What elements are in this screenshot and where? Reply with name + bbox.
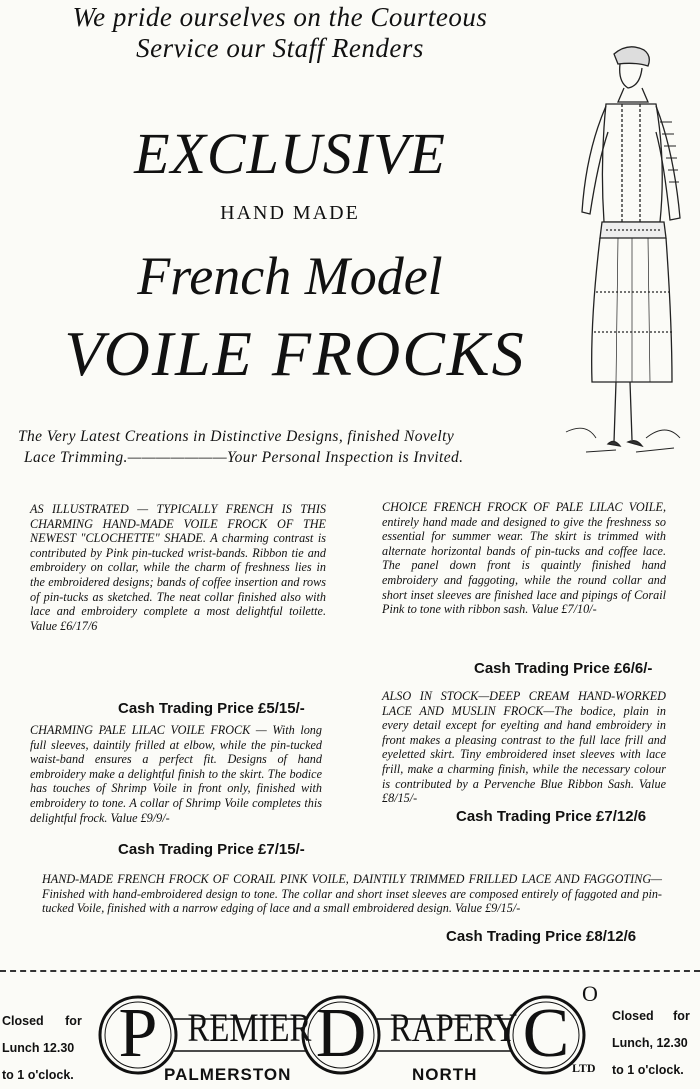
closed-left-line-3: to 1 o'clock. [2, 1068, 74, 1082]
closed-right-line-3: to 1 o'clock. [612, 1063, 684, 1077]
intro-line-1: The Very Latest Creations in Distinctive Designs, finished Novelty [18, 428, 455, 445]
tagline-line-1: We pride ourselves on the Courteous [72, 2, 488, 32]
closed-right-line-2: Lunch, 12.30 [612, 1036, 688, 1050]
item-2-description: CHARMING PALE LILAC VOILE FROCK — With long full sleeves, daintily frilled at elbow, while the pin-tucked waist-band ensures a perfect fit. Designs of hand embroidery make a delightful finish to the skirt. The bodice has touches of Shrimp Voile in front only, finished with embroidery to tone. A collar of Shrimp Voile completes this delightful frock. Value £9/9/- [30, 723, 322, 825]
headline-voile-frocks: VOILE FROCKS [64, 318, 526, 389]
headline-french-model: French Model [137, 246, 443, 306]
logo-letter-d: D [315, 995, 367, 1072]
premier-drapery-logo [98, 981, 600, 1085]
logo-superscript-o: O [582, 981, 598, 1006]
item-1-description: AS ILLUSTRATED — TYPICALLY FRENCH IS THIS CHARMING HAND-MADE VOILE FROCK OF THE NEWEST "CLOCHETTE" SHADE. A charming contrast is contributed by Pink pin-tucked wrist-bands. Ribbon tie and embroidery on collar, while the charm of freshness lies in the embroidered designs; bands of coffee insertion and rows of pin-tucks as sketched. The neat collar finished also with lace and embroidery complete a most delightful toilette. Value £6/17/6 [30, 502, 326, 633]
logo-word-rapery: RAPERY [389, 1005, 518, 1050]
closed-notice-right [612, 1003, 700, 1084]
logo-letter-c: C [522, 995, 570, 1072]
logo-palmerston: PALMERSTON [164, 1065, 292, 1084]
logo-north: NORTH [412, 1065, 478, 1084]
item-4-description: ALSO IN STOCK—DEEP CREAM HAND-WORKED LACE AND MUSLIN FROCK—The bodice, plain in every detail except for eyelting and hand embroidery in front makes a pleasing contrast to the full lace frill and eyeletted skirt. Tiny embroidered inset sleeves with lace frill, make a charming finish, while the necessary colour is contributed by a Pervenche Blue Ribbon Sash. Value £8/15/- [382, 689, 666, 806]
intro-text [18, 426, 538, 468]
item-4-price: Cash Trading Price £7/12/6 [456, 808, 647, 825]
closed-right-line-1: Closed for [612, 1009, 690, 1023]
item-3-price: Cash Trading Price £6/6/- [474, 660, 653, 677]
closed-notice-left [2, 1008, 92, 1089]
headline-hand-made: HAND MADE [220, 202, 360, 224]
logo-letter-p: P [118, 995, 158, 1072]
item-1-price: Cash Trading Price £5/15/- [118, 700, 305, 717]
footer-divider [0, 970, 700, 972]
headline-exclusive: EXCLUSIVE [134, 121, 446, 186]
closed-left-line-1: Closed for [2, 1014, 82, 1028]
logo-word-remier: REMIER [187, 1005, 312, 1050]
closed-left-line-2: Lunch 12.30 [2, 1041, 75, 1055]
intro-line-2: Lace Trimming.———————Your Personal Inspection is Invited. [24, 449, 464, 466]
item-5-price: Cash Trading Price £8/12/6 [446, 928, 637, 945]
frock-illustration [556, 42, 686, 472]
item-5-description: HAND-MADE FRENCH FROCK OF CORAIL PINK VOILE, DAINTILY TRIMMED FRILLED LACE AND FAGGOTING—Finished with hand-embroidered design to tone. The collar and short inset sleeves are composed entirely of faggoted and pin-tucked Voile, finished with a narrow edging of lace and a small embroidered design. Value £9/15/- [42, 872, 662, 916]
tagline-line-2: Service our Staff Renders [136, 33, 424, 63]
logo-ltd: LTD [572, 1061, 596, 1075]
item-2-price: Cash Trading Price £7/15/- [118, 841, 305, 858]
store-tagline [30, 2, 530, 64]
item-3-description: CHOICE FRENCH FROCK OF PALE LILAC VOILE, entirely hand made and designed to give the freshness so essential for summer wear. The skirt is trimmed with alternate horizontal bands of pin-tucks and coffee lace. The panel down front is quaintly finished hand embroidery and faggoting, while the round collar and short inset sleeves are finished lace and pipings of Corail Pink to tone with ribbon sash. Value £7/10/- [382, 500, 666, 617]
